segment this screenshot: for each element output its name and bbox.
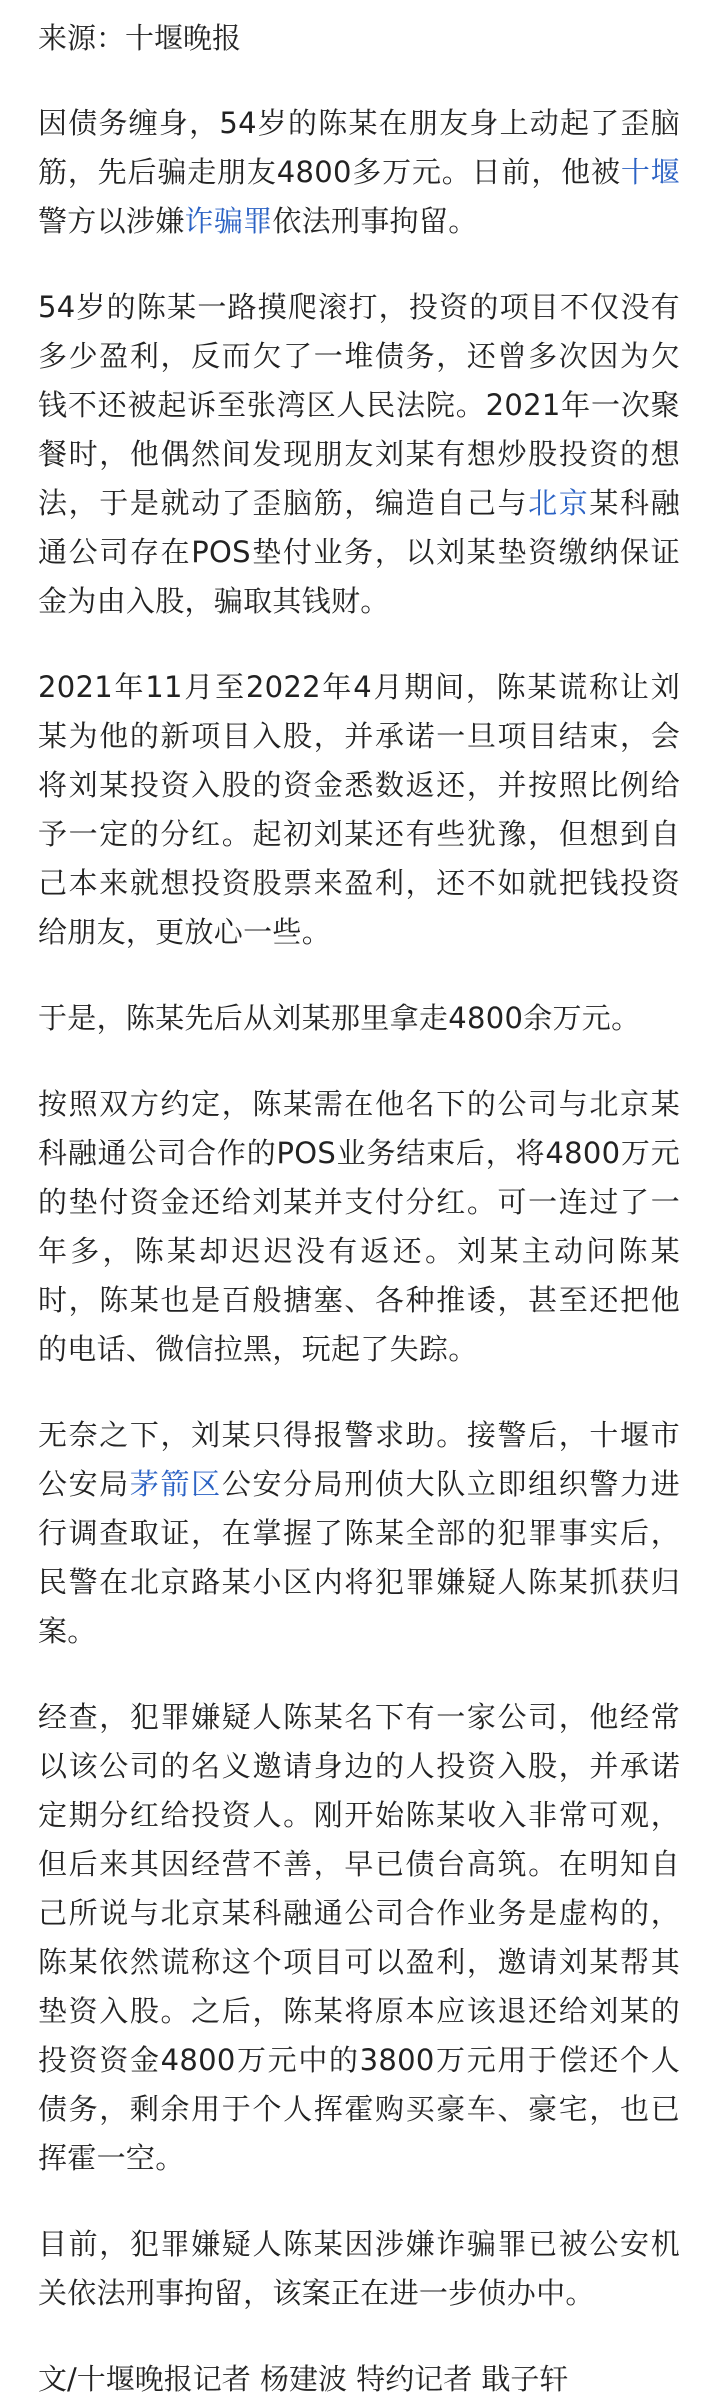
keyword-link[interactable]: 十堰 (620, 155, 680, 189)
paragraph-text: 目前，犯罪嫌疑人陈某因涉嫌诈骗罪已被公安机关依法刑事拘留，该案正在进一步侦办中。 (38, 2227, 680, 2310)
paragraph-text: 某科融通公司存在POS垫付业务，以刘某垫资缴纳保证金为由入股，骗取其钱财。 (38, 486, 680, 618)
article-paragraph (38, 994, 680, 1043)
paragraph-text: 警方以涉嫌 (38, 204, 185, 238)
article-byline: 文/十堰晚报记者 杨建波 特约记者 戢子轩 (38, 2362, 569, 2396)
paragraph-text: 54岁的陈某一路摸爬滚打，投资的项目不仅没有多少盈利，反而欠了一堆债务，还曾多次因为欠钱不还被起诉至张湾区人民法院。2021年一次聚餐时，他偶然间发现朋友刘某有想炒股投资的想法，于是就动了歪脑筋，编造自己与 (38, 290, 680, 520)
paragraph-text: 经查，犯罪嫌疑人陈某名下有一家公司，他经常以该公司的名义邀请身边的人投资入股，并承诺定期分红给投资人。刚开始陈某收入非常可观，但后来其因经营不善，早已债台高筑。在明知自己所说与北京某科融通公司合作业务是虚构的，陈某依然谎称这个项目可以盈利，邀请刘某帮其垫资入股。之后，陈某将原本应该退还给刘某的投资资金4800万元中的3800万元用于偿还个人债务，剩余用于个人挥霍购买豪车、豪宅，也已挥霍一空。 (38, 1700, 680, 2175)
paragraph-text: 无奈之下，刘某只得报警求助。接警后，十堰市公安局 (38, 1418, 680, 1501)
article-paragraph (38, 1411, 680, 1656)
keyword-link[interactable]: 茅箭区 (129, 1467, 222, 1501)
article-paragraphs (38, 99, 680, 2318)
article-source: 来源：十堰晚报 (38, 21, 242, 55)
article-paragraph (38, 663, 680, 957)
article-paragraph (38, 1693, 680, 2183)
keyword-link[interactable]: 诈骗罪 (184, 204, 273, 238)
paragraph-text: 依法刑事拘留。 (272, 204, 478, 238)
paragraph-text: 2021年11月至2022年4月期间，陈某谎称让刘某为他的新项目入股，并承诺一旦项目结束，会将刘某投资入股的资金悉数返还，并按照比例给予一定的分红。起初刘某还有些犹豫，但想到自己本来就想投资股票来盈利，还不如就把钱投资给朋友，更放心一些。 (38, 670, 680, 949)
article-paragraph (38, 99, 680, 246)
paragraph-text: 于是，陈某先后从刘某那里拿走4800余万元。 (38, 1001, 641, 1035)
article-paragraph (38, 2220, 680, 2318)
paragraph-text: 公安分局刑侦大队立即组织警力进行调查取证，在掌握了陈某全部的犯罪事实后，民警在北京路某小区内将犯罪嫌疑人陈某抓获归案。 (38, 1467, 680, 1648)
article-paragraph (38, 283, 680, 626)
paragraph-text: 因债务缠身，54岁的陈某在朋友身上动起了歪脑筋，先后骗走朋友4800多万元。日前，他被 (38, 106, 680, 189)
paragraph-text: 按照双方约定，陈某需在他名下的公司与北京某科融通公司合作的POS业务结束后，将4800万元的垫付资金还给刘某并支付分红。可一连过了一年多，陈某却迟迟没有返还。刘某主动问陈某时，陈某也是百般搪塞、各种推诿，甚至还把他的电话、微信拉黑，玩起了失踪。 (38, 1087, 680, 1366)
article-paragraph (38, 1080, 680, 1374)
keyword-link[interactable]: 北京 (528, 486, 590, 520)
